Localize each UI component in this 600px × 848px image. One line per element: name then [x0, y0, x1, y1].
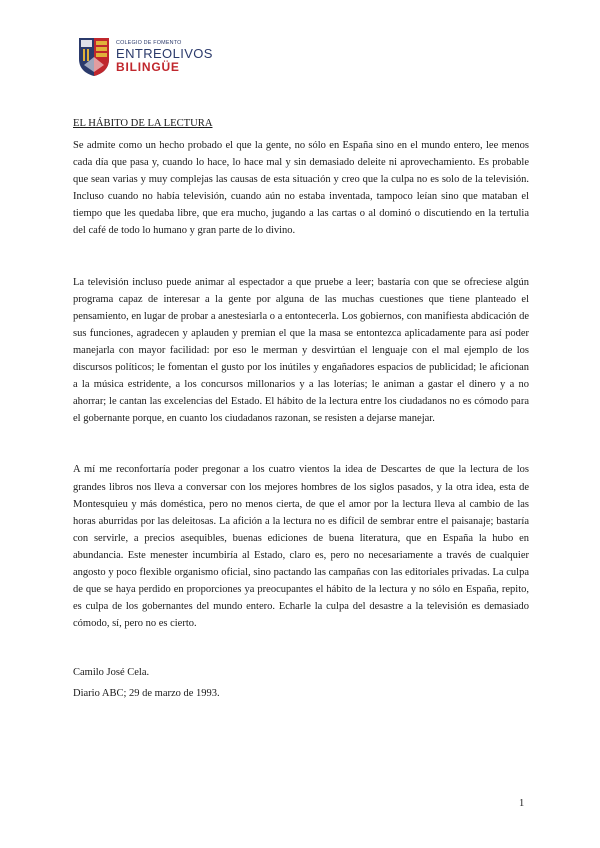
logo-school-name: ENTREOLIVOS: [116, 46, 213, 62]
page-number: 1: [519, 798, 525, 809]
school-logo: [78, 37, 213, 77]
paragraph-1: Se admite como un hecho probado el que la gente, no sólo en España sino en el mundo entero, lee menos cada día que pasa y, cuando lo hace, lo hace mal y sin demasiado deleite ni aprovechamiento. Es probable que sean varias y muy complejas las causas de esta situación y creo que la culpa no es solo de la televisión. Incluso cuando no había televisión, cuando aún no estaba inventada, tampoco leían sino que mataban el tiempo que les quedaba libre, que era mucho, jugando a las cartas o al dominó o discutiendo en la tertulia del café de todo lo humano y gran parte de lo divino.: [73, 140, 529, 237]
paragraph-3: A mí me reconfortaría poder pregonar a los cuatro vientos la idea de Descartes de que la lectura de los grandes libros nos lleva a conversar con los mejores hombres de los siglos pasados, y la otra idea, esta de Montesquieu y más doméstica, pero no menos cierta, de que el amor por la lectura lleva al cambio de las horas aburridas por las deleitosas. La afición a la lectura no es difícil de sembrar entre el paisanaje; bastaría con servirle, a precios asequibles, buenas ediciones de buena literatura, que en España la hubo en abundancia. Este menester incumbiría al Estado, claro es, pero no necesariamente a través de cualquier angosto y poco flexible organismo oficial, sino pactando las campañas con las editoriales privadas. La culpa de que se haya perdido en proporciones ya preocupantes el hábito de la lectura y no sólo en España, repito, es culpa de los gobernantes del mundo entero. Echarle la culpa del desastre a la televisión es demasiado cómodo, sí, pero no es cierto.: [73, 464, 529, 630]
paragraph-2: La televisión incluso puede animar al espectador a que pruebe a leer; bastaría con que se ofreciese algún programa capaz de interesar a la gente por alguna de las muchas cuestiones que tiene planteado el pensamiento, en lugar de probar a anestesiarla o a entontecerla. Los gobiernos, con manifiesta abdicación de sus funciones, agradecen y aplauden y premian el que la masa se entontezca aplicadamente para así poder manejarla con mayor facilidad: por eso le merman y desvirtúan el lenguaje con el mal ejemplo de los discursos políticos; le fomentan el gusto por los inútiles y engañadores espacios de publicidad; le aficionan a la música estridente, a los concursos millonarios y a las loterías; le animan a gastar el dinero y a no ahorrar; le cantan las excelencias del Estado. El hábito de la lectura entre los ciudadanos no es cómodo para el gobernante porque, en cuanto los ciudadanos razonan, se resisten a dejarse manejar.: [73, 276, 529, 425]
document-body: [73, 116, 529, 701]
source-citation: Diario ABC; 29 de marzo de 1993.: [73, 688, 220, 700]
logo-bilingual: BILINGÜE: [116, 60, 180, 75]
school-crest-icon: [78, 37, 110, 77]
logo-school-type: COLEGIO DE FOMENTO: [116, 39, 182, 46]
author-signature: Camilo José Cela.: [73, 667, 150, 679]
document-title: EL HÁBITO DE LA LECTURA: [73, 118, 213, 129]
